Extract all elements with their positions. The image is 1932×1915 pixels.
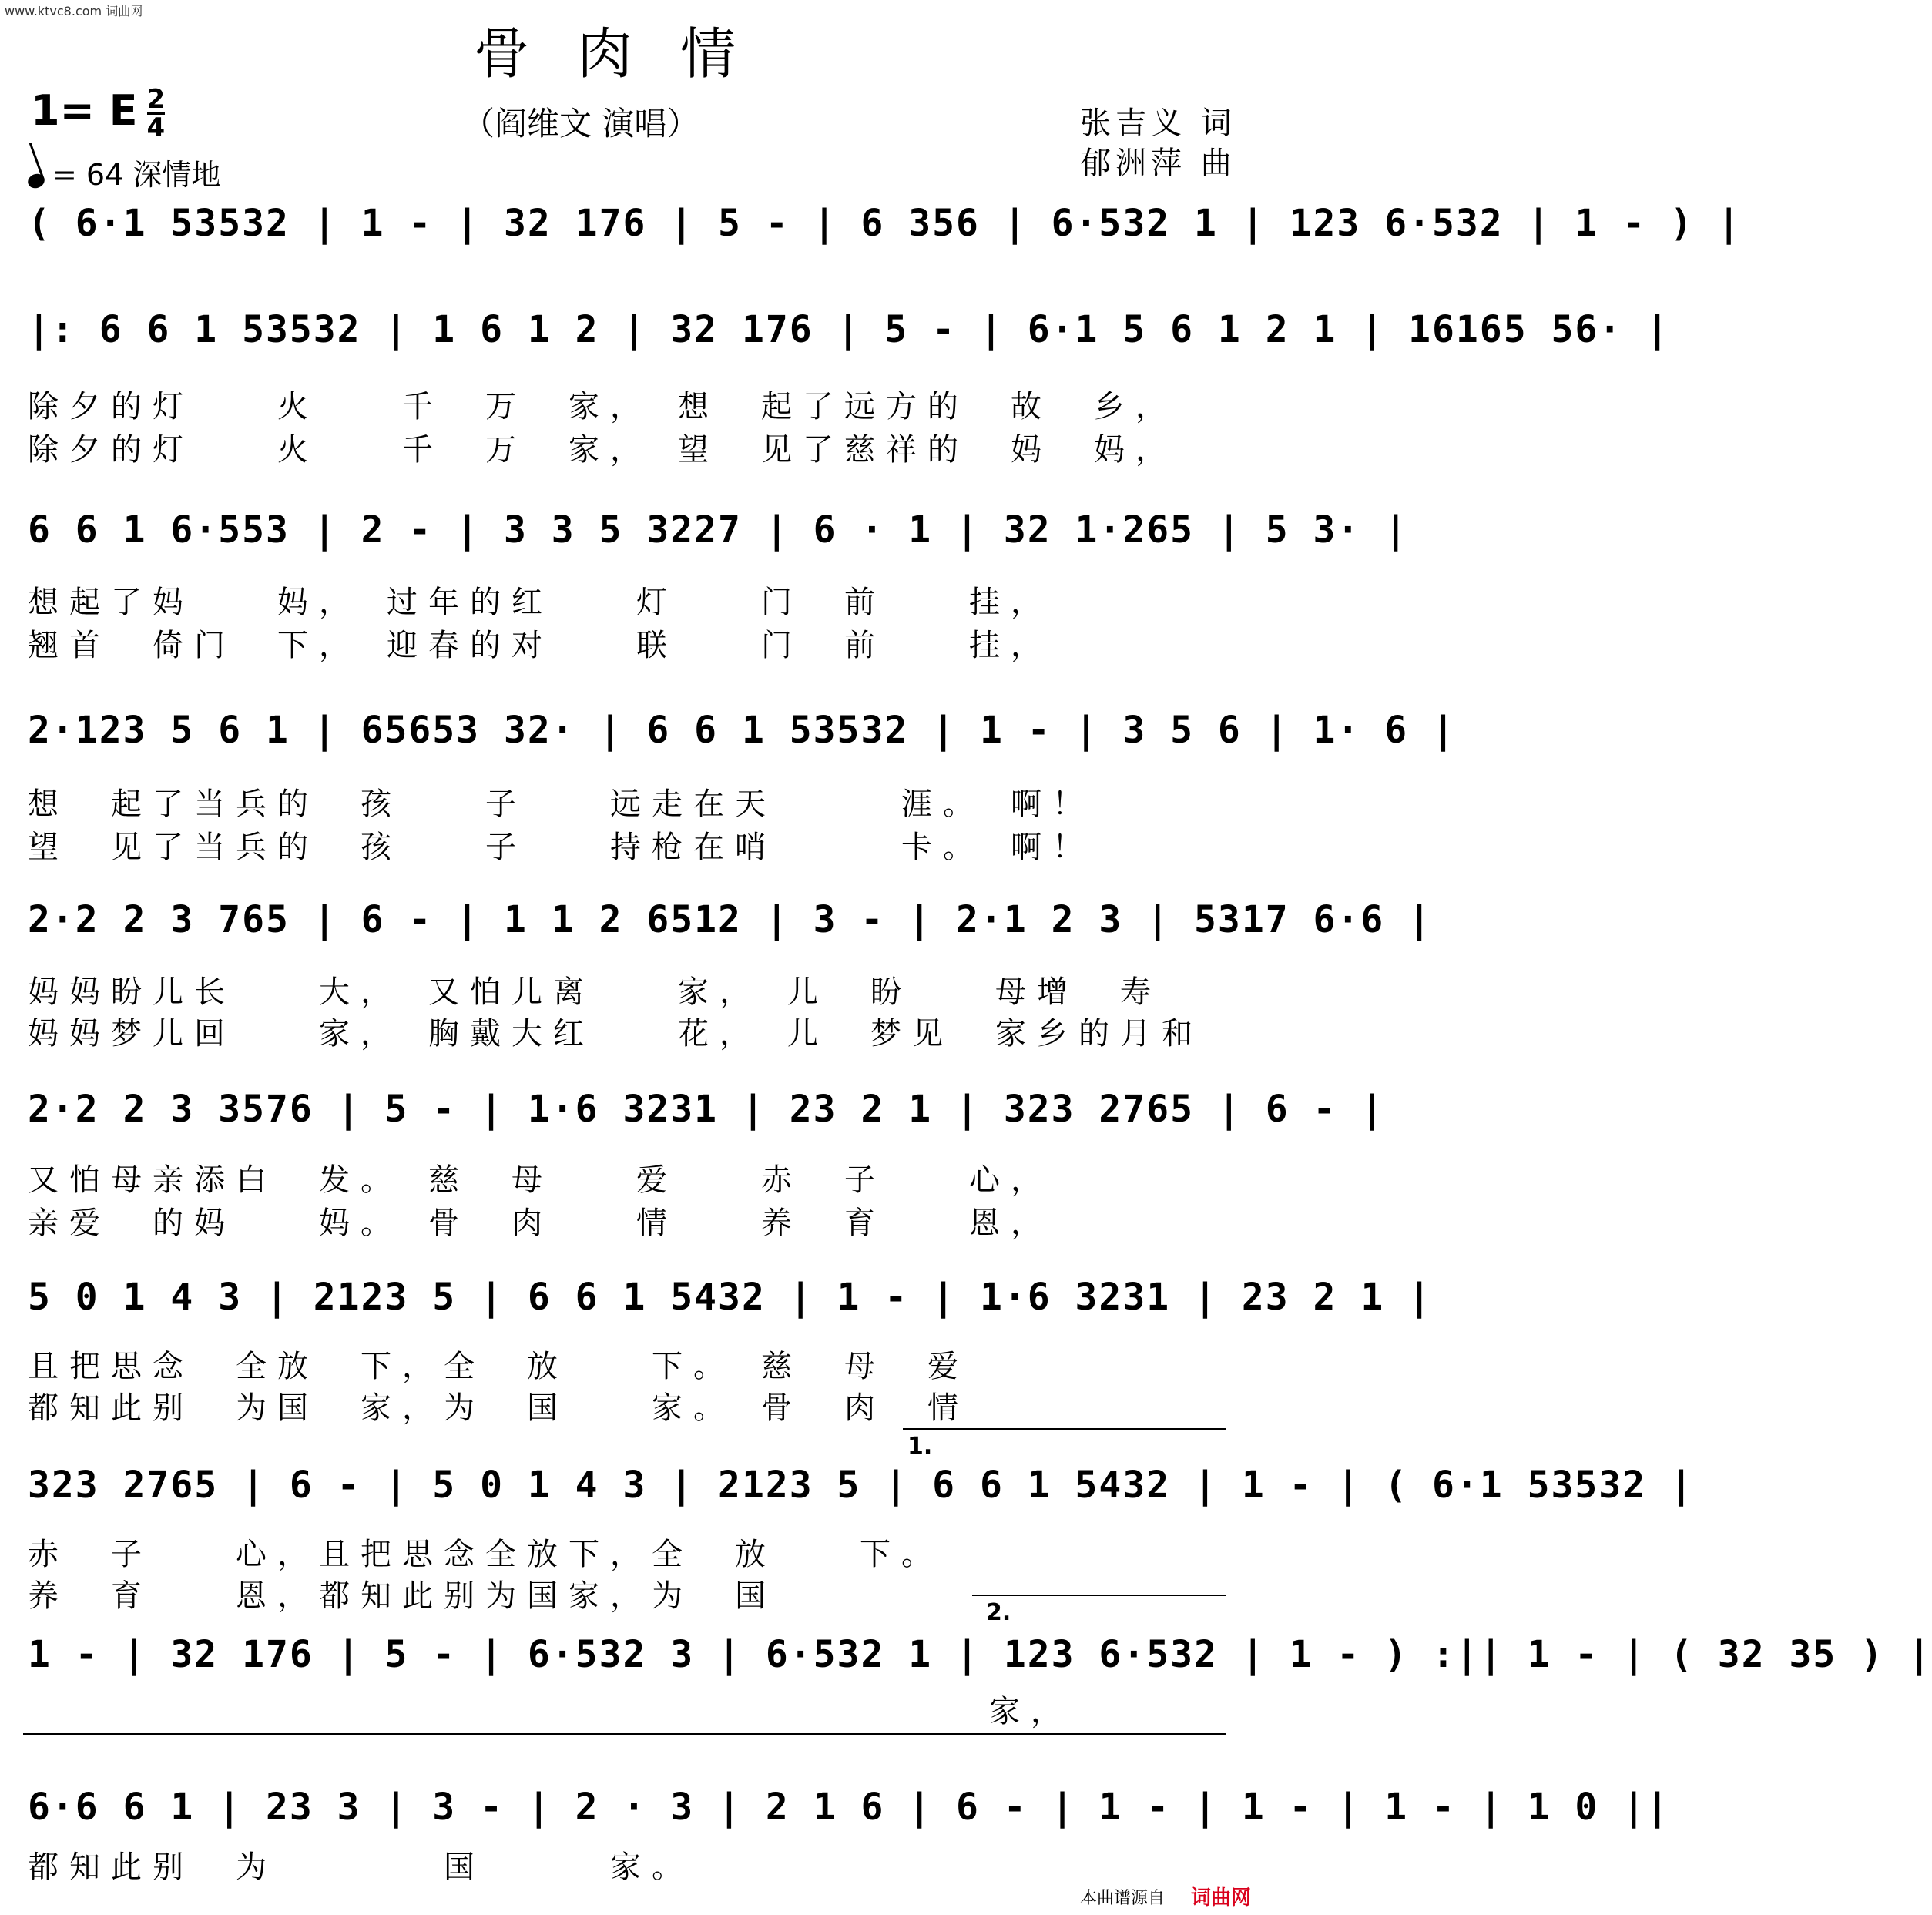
lyric-line-7a: 赤 子 心，且把思念全放下，全 放 下。	[28, 1537, 943, 1572]
quarter-note-icon	[26, 172, 47, 190]
music-line-7: 323 2765 | 6 - | 5 0 1 4 3 | 2123 5 | 6 6 1 5432 | 1 - | ( 6·1 53532 |	[28, 1464, 1694, 1507]
tempo-value: = 64	[52, 158, 124, 192]
music-line-4: 2·2 2 3 765 | 6 - | 1 1 2 6512 | 3 - | 2·1 2 3 | 5317 6·6 |	[28, 898, 1433, 941]
lyric-line-3b: 望 见了当兵的 孩 子 持枪在哨 卡。 啊！	[28, 830, 1094, 865]
music-line-2: 6 6 1 6·553 | 2 - | 3 3 5 3227 | 6 · 1 | 32 1·265 | 5 3· |	[28, 508, 1409, 552]
volta-1-bracket	[903, 1428, 1226, 1430]
watermark-bottom: 本曲谱源自	[1079, 1889, 1165, 1908]
lyric-line-6a: 且把思念 全放 下，全 放 下。 慈 母 爱	[28, 1349, 969, 1384]
lyric-line-7b: 养 育 恩，都知此别为国家，为 国	[28, 1578, 776, 1614]
performer: （阎维文 演唱）	[462, 105, 699, 143]
key-signature	[31, 86, 165, 141]
coda-rule	[23, 1733, 1226, 1735]
lyric-line-2a: 想起了妈 妈， 过年的红 灯 门 前 挂，	[28, 585, 1052, 620]
lyric-line-4b: 妈妈梦儿回 家， 胸戴大红 花， 儿 梦见 家乡的月和	[28, 1016, 1203, 1051]
lyric-line-5b: 亲爱 的妈 妈。 骨 肉 情 养 育 恩，	[28, 1206, 1052, 1241]
music-line-9: 6·6 6 1 | 23 3 | 3 - | 2 · 3 | 2 1 6 | 6 - | 1 - | 1 - | 1 - | 1 0 ||	[28, 1786, 1670, 1829]
key-label: 1= E	[31, 86, 138, 136]
lyric-line-9: 都知此别 为 国 家。	[28, 1850, 693, 1885]
lyric-line-1a: 除夕的灯 火 千 万 家， 想 起了远方的 故 乡，	[28, 389, 1177, 424]
time-signature	[147, 86, 166, 141]
lyric-line-3a: 想 起了当兵的 孩 子 远走在天 涯。 啊！	[28, 786, 1094, 822]
time-top: 2	[146, 84, 166, 115]
lyric-line-6b: 都知此别 为国 家，为 国 家。 骨 肉 情	[28, 1390, 969, 1426]
lyric-line-2b: 翘首 倚门 下， 迎春的对 联 门 前 挂，	[28, 628, 1052, 663]
lyric-line-1b: 除夕的灯 火 千 万 家， 望 见了慈祥的 妈 妈，	[28, 432, 1177, 468]
lyric-line-4a: 妈妈盼儿长 大， 又怕儿离 家， 儿 盼 母增 寿	[28, 974, 1162, 1010]
watermark-top: www.ktvc8.com 词曲网	[5, 4, 143, 18]
volta-1-label: 1.	[907, 1433, 933, 1460]
tempo-marking	[28, 151, 220, 193]
time-bottom: 4	[146, 112, 166, 143]
music-line-8: 1 - | 32 176 | 5 - | 6·532 3 | 6·532 1 | 123 6·532 | 1 - ) :|| 1 - | ( 32 35 ) |	[28, 1633, 1932, 1676]
music-line-intro: ( 6·1 53532 | 1 - | 32 176 | 5 - | 6 356 | 6·532 1 | 123 6·532 | 1 - ) |	[28, 202, 1742, 245]
music-line-3: 2·123 5 6 1 | 65653 32· | 6 6 1 53532 | 1 - | 3 5 6 | 1· 6 |	[28, 709, 1456, 752]
volta-2-label: 2.	[986, 1599, 1011, 1626]
music-line-6: 5 0 1 4 3 | 2123 5 | 6 6 1 5432 | 1 - | 1·6 3231 | 23 2 1 |	[28, 1276, 1433, 1319]
volta-2-bracket	[972, 1595, 1226, 1596]
composer: 郁洲萍 曲	[1080, 146, 1236, 181]
lyric-line-5a: 又怕母亲添白 发。 慈 母 爱 赤 子 心，	[28, 1162, 1052, 1198]
tempo-expression: 深情地	[132, 158, 221, 192]
lyric-line-8: 家，	[989, 1694, 1072, 1729]
song-title: 骨肉情	[473, 22, 783, 86]
watermark-brand-logo: 词曲网	[1190, 1886, 1251, 1910]
music-line-1: |: 6 6 1 53532 | 1 6 1 2 | 32 176 | 5 - | 6·1 5 6 1 2 1 | 16165 56· |	[28, 308, 1670, 351]
music-line-5: 2·2 2 3 3576 | 5 - | 1·6 3231 | 23 2 1 | 323 2765 | 6 - |	[28, 1088, 1385, 1131]
lyricist: 张吉义 词	[1080, 106, 1236, 141]
